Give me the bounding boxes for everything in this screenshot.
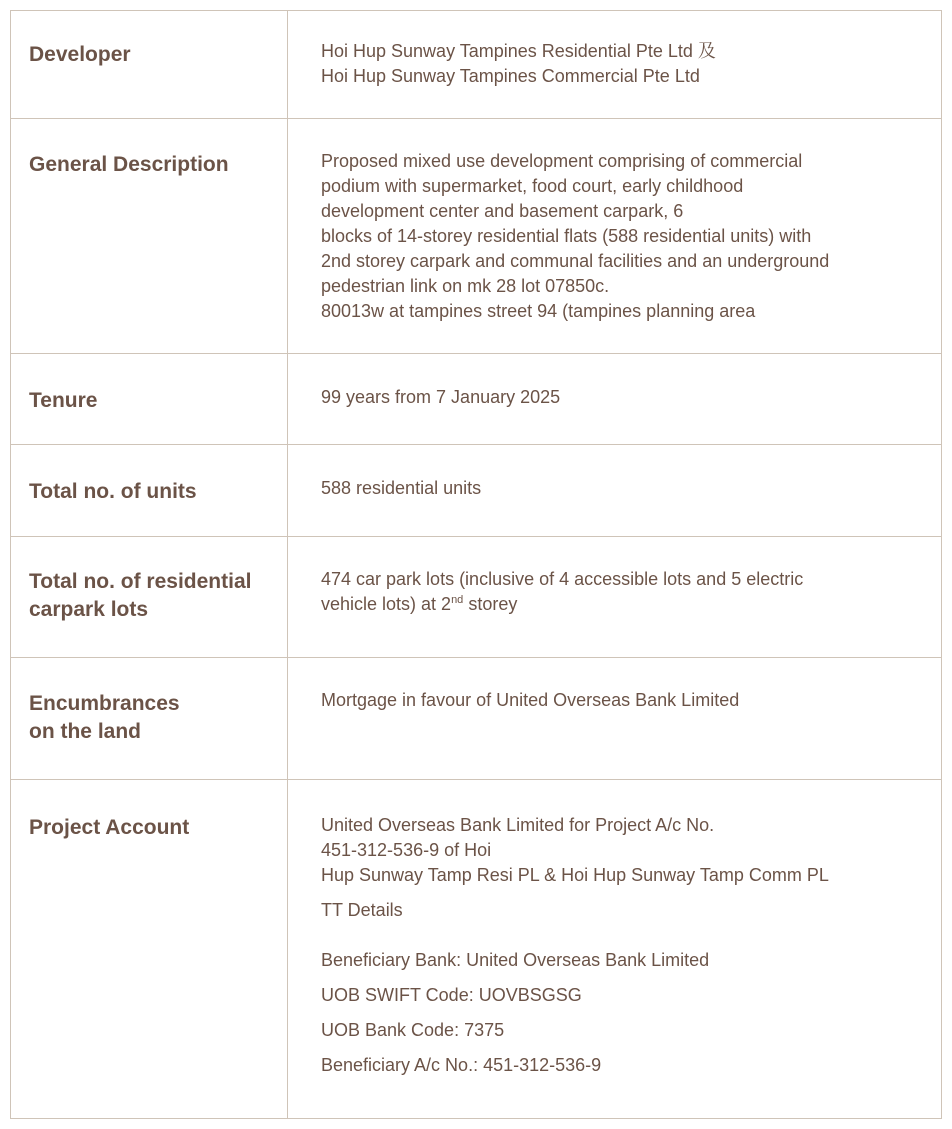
description-line-3: development center and basement carpark, 6 — [321, 201, 684, 221]
tt-swift-code: UOB SWIFT Code: UOVBSGSG — [321, 985, 582, 1005]
project-account-value — [321, 813, 926, 1078]
carpark-value-line-2 — [321, 592, 926, 617]
account-line-2: 451-312-536-9 of Hoi — [321, 840, 492, 860]
carpark-line2-suffix: storey — [463, 594, 518, 614]
account-line-3: Hup Sunway Tamp Resi PL & Hoi Hup Sunway Tamp Comm PL — [321, 865, 829, 885]
encumbrances-value: Mortgage in favour of United Overseas Bank Limited — [321, 690, 740, 710]
row-carpark-lots — [11, 537, 941, 658]
tenure-value: 99 years from 7 January 2025 — [321, 387, 561, 407]
description-line-4: blocks of 14-storey residential flats (588 residential units) with — [321, 226, 812, 246]
developer-line-1: Hoi Hup Sunway Tampines Residential Pte Ltd 及 — [321, 41, 716, 61]
row-project-account — [11, 780, 941, 1120]
description-line-1: Proposed mixed use development comprising of commercial — [321, 151, 803, 171]
tt-details-heading: TT Details — [321, 900, 403, 920]
carpark-label-line-1: Total no. of residential — [29, 570, 252, 593]
row-developer — [11, 11, 941, 119]
project-account-label: Project Account — [29, 816, 190, 839]
carpark-lots-value — [321, 567, 926, 617]
encumbrances-label-line-1: Encumbrances — [29, 692, 180, 715]
developer-value — [321, 39, 926, 89]
general-description-value — [321, 149, 926, 324]
encumbrances-label — [29, 690, 279, 746]
tt-beneficiary-bank: Beneficiary Bank: United Overseas Bank Limited — [321, 950, 710, 970]
account-line-1: United Overseas Bank Limited for Project A/c No. — [321, 815, 715, 835]
encumbrances-label-line-2: on the land — [29, 720, 141, 743]
ordinal-suffix: nd — [451, 594, 464, 606]
developer-line-2: Hoi Hup Sunway Tampines Commercial Pte Ltd — [321, 66, 700, 86]
carpark-value-line-1: 474 car park lots (inclusive of 4 accessible lots and 5 electric — [321, 569, 804, 589]
project-details-table — [10, 10, 942, 1119]
tenure-label: Tenure — [29, 389, 98, 412]
developer-label: Developer — [29, 43, 131, 66]
description-line-7: 80013w at tampines street 94 (tampines planning area — [321, 301, 756, 321]
row-encumbrances — [11, 658, 941, 780]
total-units-value: 588 residential units — [321, 478, 482, 498]
row-tenure — [11, 354, 941, 445]
description-line-2: podium with supermarket, food court, early childhood — [321, 176, 744, 196]
row-total-units — [11, 445, 941, 537]
description-line-6: pedestrian link on mk 28 lot 07850c. — [321, 276, 610, 296]
total-units-label: Total no. of units — [29, 480, 197, 503]
general-description-label: General Description — [29, 153, 229, 176]
carpark-label-line-2: carpark lots — [29, 598, 149, 621]
row-general-description — [11, 119, 941, 354]
tt-bank-code: UOB Bank Code: 7375 — [321, 1020, 505, 1040]
carpark-line2-prefix: vehicle lots) at 2 — [321, 594, 452, 614]
tt-beneficiary-account: Beneficiary A/c No.: 451-312-536-9 — [321, 1055, 602, 1075]
carpark-lots-label — [29, 568, 279, 624]
description-line-5: 2nd storey carpark and communal facilities and an underground — [321, 251, 830, 271]
